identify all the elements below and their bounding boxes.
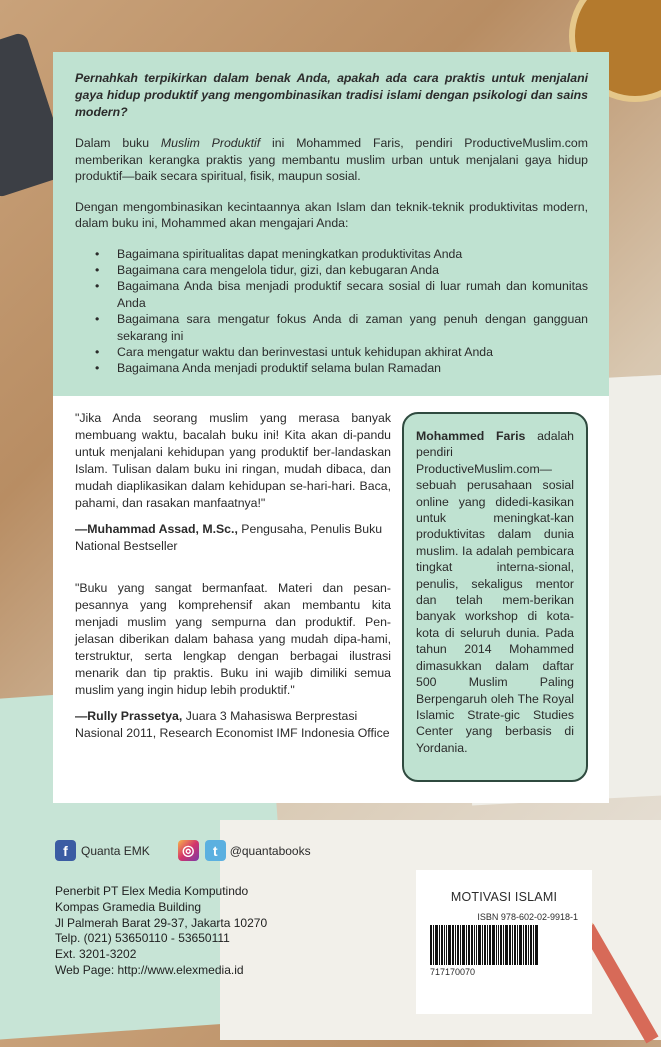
publisher-address: Jl Palmerah Barat 29-37, Jakarta 10270 (55, 915, 268, 930)
testimonials (75, 410, 391, 767)
instagram-twitter-label[interactable]: @quantabooks (229, 843, 311, 858)
list-item-text: Bagaimana Anda bisa menjadi produktif secara sosial di luar rumah dan komunitas Anda (117, 279, 588, 310)
bullet-icon: • (95, 361, 100, 376)
isbn-label: ISBN 978-602-02-9918-1 (477, 912, 578, 922)
list-item-text: Bagaimana cara mengelola tidur, gizi, dan kebugaran Anda (117, 262, 439, 277)
author-bio-text: adalah pendiri ProductiveMuslim.com—sebuah perusahaan sosial online yang didedi-kasikan untuk meningkat-kan produktivitas dalam dunia muslim. Ia adalah pembicara tingkat interna-sional, penulis, sekaligus mentor dan telah mem-berikan banyak workshop di kota-kota di seluruh dunia. Pada tahun 2014 Mohammed dimasukkan dalam daftar 500 Muslim Paling Berpengaruh oleh The Royal Islamic Strate-gic Studies Center yang berbasis di Yordania. (416, 429, 574, 755)
testimonial-quote: "Jika Anda seorang muslim yang merasa banyak membuang waktu, bacalah buku ini! Kita akan di-pandu untuk menjalani kehidupan yang produktif ber-landaskan Islam. Tulisan dalam buku ini ringan, mudah dibaca, dan mudah diaplikasikan dalam kehidupan se-hari-hari. Baca, pahami, dan rasakan manfaatnya!" (75, 411, 391, 510)
list-item-text: Bagaimana Anda menjadi produktif selama bulan Ramadan (117, 361, 442, 376)
publisher-building: Kompas Gramedia Building (55, 899, 202, 914)
list-item (75, 360, 588, 376)
list-item (75, 246, 588, 262)
testimonial-attribution (75, 521, 391, 555)
teaching-intro: Dengan mengombinasikan kecintaannya akan Islam dan teknik-teknik produktivitas modern, dalam buku ini, Mohammed akan mengajari Anda: (75, 199, 588, 230)
bullet-icon: • (95, 312, 100, 327)
testimonial-quote: "Buku yang sangat bermanfaat. Materi dan pesan-pesannya yang komprehensif akan membantu kita menjadi muslim yang sempurna dan produktif. Pen-jelasan diberikan dalam bahasa yang mudah dipa-hami, terstruktur, serta lengkap dengan berbagai ilustrasi menarik dan tip praktis. Buku ini wajib dimiliki semua muslim yang ingin hidup lebih produktif." (75, 581, 391, 697)
barcode-box (416, 870, 592, 1014)
intro-question: Pernahkah terpikirkan dalam benak Anda, apakah ada cara praktis untuk menjalani gaya hidup produktif yang mengombinasikan tradisi islami dengan psikologi dan sains modern? (75, 71, 588, 119)
testimonial-attribution (75, 708, 391, 742)
list-item-text: Cara mengatur waktu dan berinvestasi untuk kehidupan akhirat Anda (117, 344, 493, 359)
testimonial-name: —Rully Prassetya, (75, 709, 183, 723)
barcode-icon (430, 925, 578, 965)
topics-list (75, 246, 588, 377)
publisher-web: Web Page: http://www.elexmedia.id (55, 962, 244, 977)
publisher-name: Penerbit PT Elex Media Komputindo (55, 884, 249, 898)
publisher-phone: Telp. (021) 53650110 - 53650111 (55, 931, 230, 946)
author-bio-box (402, 412, 588, 782)
facebook-icon[interactable]: f (55, 840, 76, 861)
book-title: Muslim Produktif (160, 136, 261, 150)
testimonials-panel (53, 396, 609, 803)
list-item (75, 278, 588, 311)
bullet-icon: • (95, 262, 100, 277)
barcode-number: 717170070 (430, 967, 476, 977)
instagram-icon[interactable]: ◎ (178, 840, 199, 861)
list-item-text: Bagaimana sara mengatur fokus Anda di zaman yang penuh dengan gangguan sekarang ini (117, 312, 588, 343)
synopsis-panel (53, 52, 609, 396)
testimonial-name: —Muhammad Assad, M.Sc., (75, 522, 238, 536)
synopsis-text-end: ini Mohammed Faris, pendiri ProductiveMuslim.com memberikan kerangka praktis yang membantu muslim urban untuk menjalani gaya hidup produktif—baik secara spiritual, fisik, maupun sosial. (75, 136, 588, 183)
publisher-info (55, 884, 267, 979)
bullet-icon: • (95, 279, 100, 294)
author-name: Mohammed Faris (416, 429, 526, 443)
testimonial-role: Pengusaha, Penulis Buku National Bestseller (75, 522, 383, 553)
synopsis-text-start: Dalam buku (75, 136, 161, 150)
list-item (75, 344, 588, 360)
list-item-text: Bagaimana spiritualitas dapat meningkatkan produktivitas Anda (117, 246, 463, 261)
twitter-icon[interactable]: t (205, 840, 226, 861)
list-item (75, 262, 588, 278)
synopsis-paragraph (75, 135, 588, 185)
list-item (75, 311, 588, 344)
category-label: MOTIVASI ISLAMI (450, 890, 558, 904)
social-links (55, 840, 311, 861)
bullet-icon: • (95, 246, 100, 261)
testimonial-role: Juara 3 Mahasiswa Berprestasi Nasional 2011, Research Economist IMF Indonesia Office (75, 709, 390, 740)
bullet-icon: • (95, 344, 100, 359)
publisher-ext: Ext. 3201-3202 (55, 947, 137, 962)
facebook-label[interactable]: Quanta EMK (81, 843, 150, 858)
